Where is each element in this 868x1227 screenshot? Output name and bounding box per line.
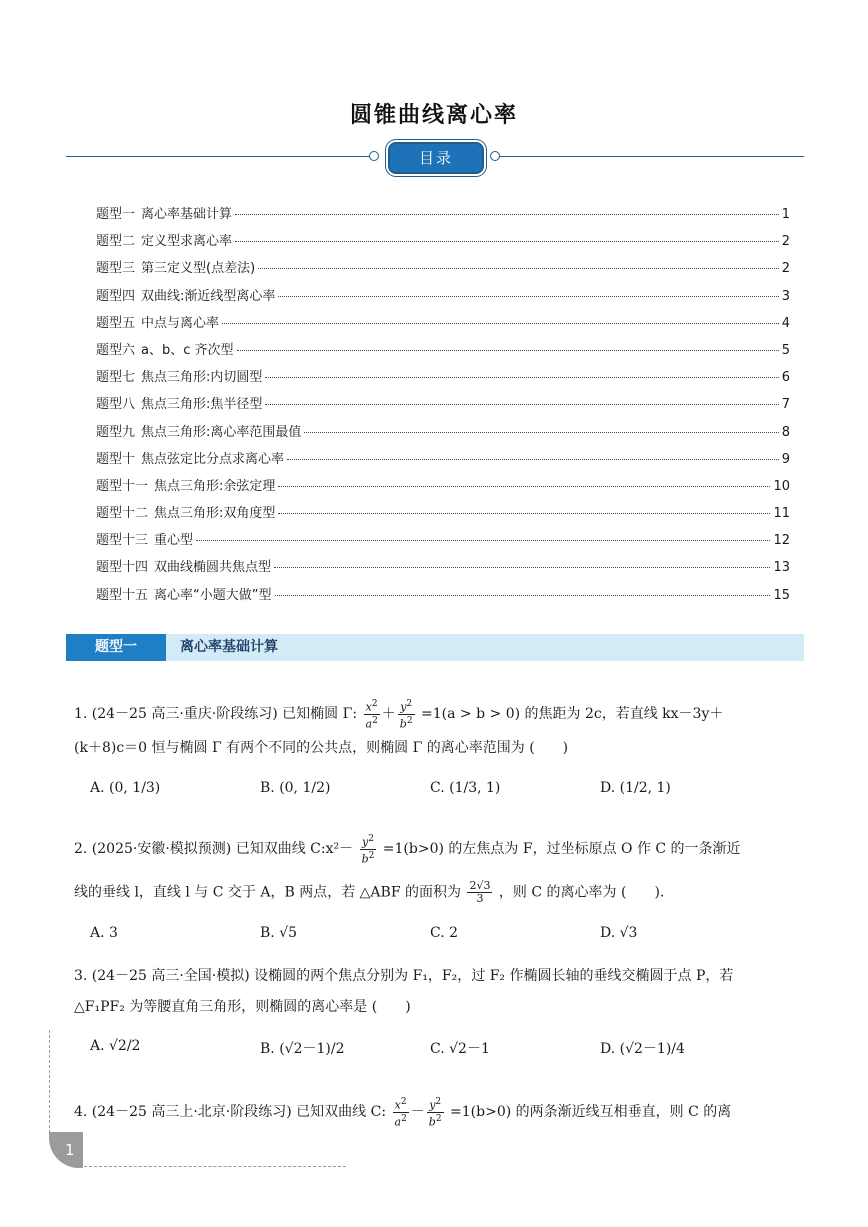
q1-option-d[interactable]: D. (1/2, 1)	[600, 780, 671, 796]
toc-row[interactable]	[96, 556, 790, 583]
toc-entry-number: 题型六	[96, 342, 136, 358]
q4-frac-x: $\frac{x^2}{a^2}$	[394, 1097, 407, 1129]
toc-leader-dots	[287, 459, 779, 460]
toc-leader-dots	[237, 350, 779, 351]
toc-row[interactable]	[96, 502, 790, 529]
toc-entry-text: 离心率基础计算	[141, 207, 233, 222]
q3-line-2: △F₁PF₂ 为等腰直角三角形，则椭圆的离心率是 ( )	[74, 999, 411, 1015]
q2-line-1b: =1(b>0) 的左焦点为 F，过坐标原点 O 作 C 的一条渐近	[382, 841, 741, 858]
toc-page-number: 11	[773, 506, 790, 522]
q2-option-d[interactable]: D. √3	[600, 925, 638, 941]
q2-option-a[interactable]: A. 3	[90, 925, 118, 941]
q2-option-b[interactable]: B. √5	[260, 925, 298, 941]
toc-leader-dots	[222, 323, 779, 324]
toc-entry-text: 双曲线:渐近线型离心率	[141, 288, 276, 304]
toc-entry-number: 题型十五	[96, 587, 149, 603]
toc-leader-dots	[304, 432, 778, 433]
toc-entry-label	[96, 393, 262, 412]
toc-leader-dots	[265, 404, 778, 405]
question-2	[74, 833, 804, 865]
q1-option-c[interactable]: C. (1/3, 1)	[430, 780, 501, 796]
q2-option-c[interactable]: C. 2	[430, 925, 459, 941]
toc-leader-dots	[196, 540, 770, 541]
toc-entry-text: 焦点弦定比分点求离心率	[141, 451, 285, 467]
toc-row[interactable]	[96, 393, 790, 420]
q4-line-1b: =1(b>0) 的两条渐近线互相垂直，则 C 的离	[450, 1104, 732, 1121]
toc-entry-number: 题型十一	[96, 478, 149, 494]
toc-leader-dots	[275, 595, 771, 596]
toc-entry-text: 焦点三角形:焦半径型	[141, 397, 263, 413]
toc-entry-label	[96, 339, 234, 358]
toc-row[interactable]	[96, 203, 790, 230]
toc-row[interactable]	[96, 475, 790, 502]
page-corner-dashed-vertical	[49, 1030, 50, 1138]
toc-row[interactable]	[96, 257, 790, 284]
toc-page-number: 4	[781, 315, 790, 331]
toc-entry-label	[96, 366, 262, 385]
q4-line-1a: 4. (24－25 高三上·北京·阶段练习) 已知双曲线 C:	[74, 1104, 387, 1121]
section-tag: 题型一	[66, 634, 166, 661]
page-corner-dashed-horizontal	[84, 1166, 346, 1167]
toc-entry-label	[96, 584, 272, 603]
question-4: 4. (24－25 高三上·北京·阶段练习) 已知双曲线 C: $\frac{x^2}{a^2}$ － $\frac{y^2}{b^2}$ =1(b>0) 的两条渐近线互相垂直，则 C 的离	[74, 1097, 732, 1129]
toc-leader-dots	[278, 486, 770, 487]
toc-entry-number: 题型一	[96, 207, 136, 222]
toc-entry-label	[96, 475, 275, 494]
toc-row[interactable]	[96, 339, 790, 366]
question-3: 3. (24－25 高三·全国·模拟) 设椭圆的两个焦点分别为 F₁，F₂，过 F₂ 作椭圆长轴的垂线交椭圆于点 P，若	[74, 968, 734, 984]
toc-entry-number: 题型二	[96, 234, 136, 250]
toc-leader-dots	[265, 377, 778, 378]
toc-entry-label	[96, 448, 284, 467]
toc-entry-label	[96, 502, 275, 521]
toc-row[interactable]	[96, 584, 790, 611]
q4-frac-y: $\frac{y^2}{b^2}$	[428, 1097, 442, 1129]
toc-ring-left	[369, 151, 379, 161]
toc-page-number: 6	[781, 370, 790, 386]
toc-entry-number: 题型八	[96, 397, 136, 413]
toc-leader-dots	[278, 513, 770, 514]
toc-entry-number: 题型三	[96, 261, 136, 277]
toc-list	[96, 203, 790, 611]
toc-row[interactable]	[96, 230, 790, 257]
toc-entry-text: 焦点三角形:离心率范围最值	[141, 424, 302, 440]
page-title: 圆锥曲线离心率	[349, 103, 518, 128]
q2-frac-area: $\frac{2√3}{3}$	[469, 879, 491, 905]
toc-leader-dots	[235, 241, 779, 242]
toc-page-number: 2	[781, 261, 790, 277]
toc-page-number: 7	[781, 397, 790, 413]
toc-page-number: 15	[773, 587, 790, 603]
toc-entry-number: 题型五	[96, 315, 136, 331]
toc-entry-label	[96, 556, 271, 575]
toc-rule-right	[500, 156, 804, 157]
q2-line-2a: 线的垂线 l，直线 l 与 C 交于 A，B 两点，若 △ABF 的面积为	[74, 884, 461, 901]
toc-leader-dots	[258, 268, 779, 269]
q1-source: 1. (24－25 高三·重庆·阶段练习) 已知椭圆 Γ:	[74, 706, 358, 723]
section-header	[66, 634, 804, 661]
toc-page-number: 3	[781, 288, 790, 304]
q2-line-2	[74, 880, 804, 905]
toc-entry-text: 重心型	[154, 533, 194, 549]
q1-options	[90, 780, 790, 796]
toc-page-number: 9	[781, 451, 790, 467]
q3-option-d[interactable]: D. (√2－1)/4	[600, 1041, 685, 1057]
toc-page-number: 12	[773, 533, 790, 549]
toc-row[interactable]	[96, 312, 790, 339]
toc-entry-text: a、b、c 齐次型	[141, 342, 234, 358]
toc-entry-number: 题型十四	[96, 560, 149, 576]
q2-frac-y: $\frac{y^2}{b^2}$	[361, 834, 375, 866]
toc-entry-number: 题型九	[96, 424, 136, 440]
toc-entry-label	[96, 230, 232, 249]
page-number: 1	[49, 1132, 83, 1168]
toc-entry-text: 双曲线椭圆共焦点型	[154, 560, 272, 576]
q3-options	[90, 1038, 790, 1058]
q2-options	[90, 925, 790, 941]
toc-entry-number: 题型十三	[96, 533, 149, 549]
toc-ring-right	[490, 151, 500, 161]
toc-entry-label	[96, 257, 255, 276]
toc-entry-label	[96, 203, 232, 222]
toc-entry-number: 题型十	[96, 451, 136, 467]
toc-entry-text: 定义型求离心率	[141, 234, 233, 250]
q3-option-a[interactable]: A. √2/2	[90, 1038, 141, 1054]
toc-page-number: 2	[781, 234, 790, 250]
toc-row[interactable]	[96, 285, 790, 312]
q3-option-b[interactable]: B. (√2－1)/2	[260, 1041, 345, 1057]
toc-entry-text: 第三定义型(点差法)	[141, 261, 256, 277]
toc-badge: 目录	[388, 142, 484, 174]
toc-page-number: 1	[781, 207, 790, 222]
toc-entry-label	[96, 529, 193, 548]
q1-condition: =1(a > b > 0) 的焦距为 2c，若直线 kx－3y＋	[421, 706, 724, 723]
toc-page-number: 8	[781, 424, 790, 440]
section-title: 离心率基础计算	[180, 639, 278, 655]
toc-entry-number: 题型十二	[96, 506, 149, 522]
toc-page-number: 5	[781, 342, 790, 358]
toc-entry-number: 题型四	[96, 288, 136, 304]
q1-option-a[interactable]: A. (0, 1/3)	[90, 780, 161, 796]
toc-row[interactable]	[96, 421, 790, 448]
q1-option-b[interactable]: B. (0, 1/2)	[260, 780, 331, 796]
toc-entry-label	[96, 421, 301, 440]
toc-entry-text: 中点与离心率	[141, 315, 220, 331]
toc-entry-text: 焦点三角形:余弦定理	[154, 478, 276, 494]
toc-page-number: 13	[773, 560, 790, 576]
toc-entry-label	[96, 285, 275, 304]
toc-entry-text: 离心率“小题大做”型	[154, 587, 272, 603]
question-1: 1. (24－25 高三·重庆·阶段练习) 已知椭圆 Γ: $\frac{x^2}{a^2}$ ＋ $\frac{y^2}{b^2}$ =1(a > b > 0) 的焦距为 2c，若直线 kx－3y＋	[74, 699, 724, 731]
toc-leader-dots	[278, 296, 778, 297]
toc-entry-number: 题型七	[96, 370, 136, 386]
q2-line-2b: ，则 C 的离心率为 ( ).	[498, 884, 665, 901]
toc-entry-text: 焦点三角形:内切圆型	[141, 370, 263, 386]
toc-entry-label	[96, 312, 219, 331]
toc-rule-left	[66, 156, 372, 157]
toc-row[interactable]	[96, 448, 790, 475]
q2-line-1: 2. (2025·安徽·模拟预测) 已知双曲线 C:x²－	[74, 841, 354, 858]
q1-line-2: (k＋8)c＝0 恒与椭圆 Γ 有两个不同的公共点，则椭圆 Γ 的离心率范围为 ( )	[74, 740, 569, 756]
toc-page-number: 10	[773, 478, 790, 494]
toc-row[interactable]	[96, 366, 790, 393]
toc-leader-dots	[274, 567, 770, 568]
toc-row[interactable]	[96, 529, 790, 556]
toc-entry-text: 焦点三角形:双角度型	[154, 506, 276, 522]
toc-leader-dots	[235, 214, 779, 215]
q3-option-c[interactable]: C. √2－1	[430, 1041, 490, 1057]
q1-frac-y: $\frac{y^2}{b^2}$	[399, 699, 413, 731]
q1-frac-x: $\frac{x^2}{a^2}$	[365, 699, 378, 731]
